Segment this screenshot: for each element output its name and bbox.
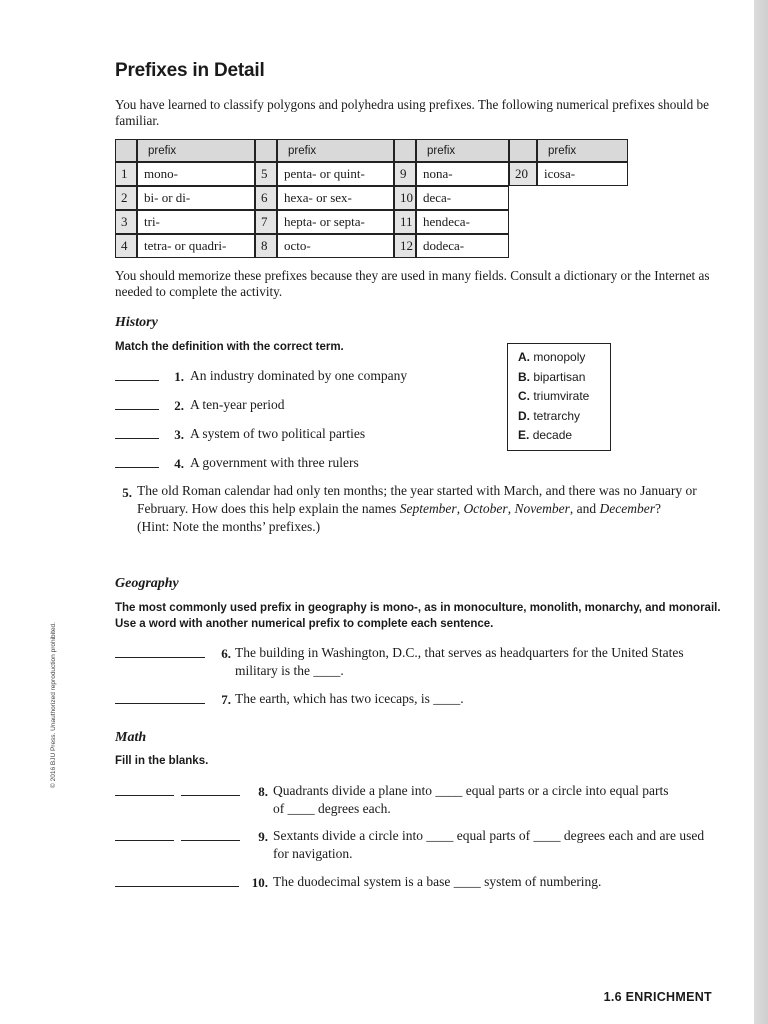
month-name: October (463, 501, 508, 516)
table-header-spacer (394, 139, 416, 162)
math-heading: Math (115, 730, 147, 745)
question-text: The earth, which has two icecaps, is ____. (235, 691, 464, 706)
term-choices-box (507, 343, 611, 451)
question-line: for navigation. (273, 846, 353, 861)
table-number: 10 (394, 186, 416, 210)
history-heading: History (115, 315, 158, 330)
table-number: 20 (509, 162, 537, 186)
choice-item (518, 368, 610, 388)
table-header: prefix (537, 139, 628, 162)
month-name: November (514, 501, 570, 516)
table-prefix: hexa- or sex- (277, 186, 394, 210)
history-instruction: Match the definition with the correct term. (115, 341, 344, 353)
question-line: of ____ degrees each. (273, 801, 391, 816)
answer-blank[interactable] (115, 886, 239, 887)
answer-blank[interactable] (181, 840, 240, 841)
table-prefix: hepta- or septa- (277, 210, 394, 234)
table-prefix: hendeca- (416, 210, 509, 234)
table-prefix: tri- (137, 210, 255, 234)
question-fragment: ? (655, 501, 662, 516)
question-text: The duodecimal system is a base ____ system of numbering. (273, 874, 602, 889)
table-header: prefix (416, 139, 509, 162)
question-number: 8. (258, 784, 268, 799)
choice-letter: D. (518, 408, 530, 423)
prefix-table (115, 139, 628, 257)
choice-item (518, 387, 610, 407)
answer-blank[interactable] (115, 657, 205, 658)
geography-heading: Geography (115, 576, 179, 591)
choice-term: triumvirate (533, 389, 590, 404)
geography-instruction-2: Use a word with another numerical prefix to complete each sentence. (115, 618, 494, 630)
question-number: 7. (221, 692, 231, 707)
table-number: 8 (255, 234, 277, 258)
table-prefix: octo- (277, 234, 394, 258)
answer-blank[interactable] (181, 795, 240, 796)
question-text: A system of two political parties (190, 426, 366, 441)
table-header-spacer (115, 139, 137, 162)
question-number: 4. (174, 456, 184, 471)
question-text (273, 782, 669, 818)
month-name: December (599, 501, 656, 516)
table-header-spacer (255, 139, 277, 162)
table-number: 11 (394, 210, 416, 234)
choice-item (518, 426, 610, 446)
question-text (273, 827, 704, 863)
choice-term: bipartisan (533, 369, 586, 384)
answer-blank[interactable] (115, 795, 174, 796)
question-fragment: February. How does this help explain the names (137, 501, 400, 516)
table-number: 5 (255, 162, 277, 186)
table-prefix: dodeca- (416, 234, 509, 258)
page-title: Prefixes in Detail (115, 60, 265, 81)
question-line (137, 500, 727, 518)
page-gutter-shadow (754, 0, 768, 1024)
answer-blank[interactable] (115, 467, 159, 468)
question-number: 2. (174, 398, 184, 413)
table-header: prefix (137, 139, 255, 162)
answer-blank[interactable] (115, 409, 159, 410)
table-header: prefix (277, 139, 394, 162)
math-instruction: Fill in the blanks. (115, 755, 209, 767)
choice-term: tetrarchy (533, 408, 581, 423)
choice-item (518, 348, 610, 368)
question-line: The old Roman calendar had only ten months; the year started with March, and there was no January or (137, 483, 697, 498)
copyright-notice: © 2016 BJU Press. Unauthorized reproduction prohibited. (50, 622, 57, 788)
question-fragment: , (507, 501, 515, 516)
question-line: (Hint: Note the months’ prefixes.) (137, 519, 321, 534)
answer-blank[interactable] (115, 840, 174, 841)
question-text: An industry dominated by one company (190, 368, 408, 383)
table-header-spacer (509, 139, 537, 162)
question-5-text (137, 482, 727, 536)
choice-letter: E. (518, 428, 530, 443)
question-number: 9. (258, 829, 268, 844)
answer-blank[interactable] (115, 703, 205, 704)
question-number: 10. (251, 875, 268, 890)
question-fragment: , (456, 501, 464, 516)
choice-term: decade (532, 428, 573, 443)
table-number: 12 (394, 234, 416, 258)
table-prefix: deca- (416, 186, 509, 210)
table-number: 4 (115, 234, 137, 258)
table-number: 9 (394, 162, 416, 186)
question-text (235, 644, 684, 680)
question-number: 1. (174, 369, 184, 384)
intro-paragraph: You have learned to classify polygons and polyhedra using prefixes. The following numerical prefixes should be familiar. (115, 97, 709, 128)
choice-letter: C. (518, 389, 530, 404)
question-fragment: , and (569, 501, 600, 516)
table-number: 2 (115, 186, 137, 210)
choice-letter: A. (518, 350, 530, 364)
question-text: A ten-year period (190, 397, 285, 412)
question-number: 5. (122, 485, 132, 500)
month-name: September (399, 501, 457, 516)
page-footer: 1.6 ENRICHMENT (603, 990, 712, 1004)
geography-instruction-1: The most commonly used prefix in geography is mono-, as in monoculture, monolith, monarchy, and monorail. (115, 602, 721, 614)
question-line: The building in Washington, D.C., that serves as headquarters for the United States (235, 645, 684, 660)
table-number: 1 (115, 162, 137, 186)
answer-blank[interactable] (115, 380, 159, 381)
table-prefix: tetra- or quadri- (137, 234, 255, 258)
table-number: 7 (255, 210, 277, 234)
choice-letter: B. (518, 369, 530, 384)
question-line: Sextants divide a circle into ____ equal parts of ____ degrees each and are used (273, 828, 705, 843)
table-prefix: mono- (137, 162, 255, 186)
table-number: 3 (115, 210, 137, 234)
choice-item (518, 407, 610, 427)
question-line: military is the ____. (235, 663, 344, 678)
after-table-paragraph: You should memorize these prefixes because they are used in many fields. Consult a dictionary or the Internet as needed to complete the activity. (115, 268, 710, 299)
table-prefix: icosa- (537, 162, 628, 186)
table-prefix: penta- or quint- (277, 162, 394, 186)
answer-blank[interactable] (115, 438, 159, 439)
table-number: 6 (255, 186, 277, 210)
question-number: 6. (221, 646, 231, 661)
question-number: 3. (174, 427, 184, 442)
choice-term: monopoly (533, 350, 586, 364)
question-text: A government with three rulers (190, 455, 359, 470)
question-line: Quadrants divide a plane into ____ equal parts or a circle into equal parts (273, 783, 669, 798)
table-prefix: bi- or di- (137, 186, 255, 210)
table-prefix: nona- (416, 162, 509, 186)
